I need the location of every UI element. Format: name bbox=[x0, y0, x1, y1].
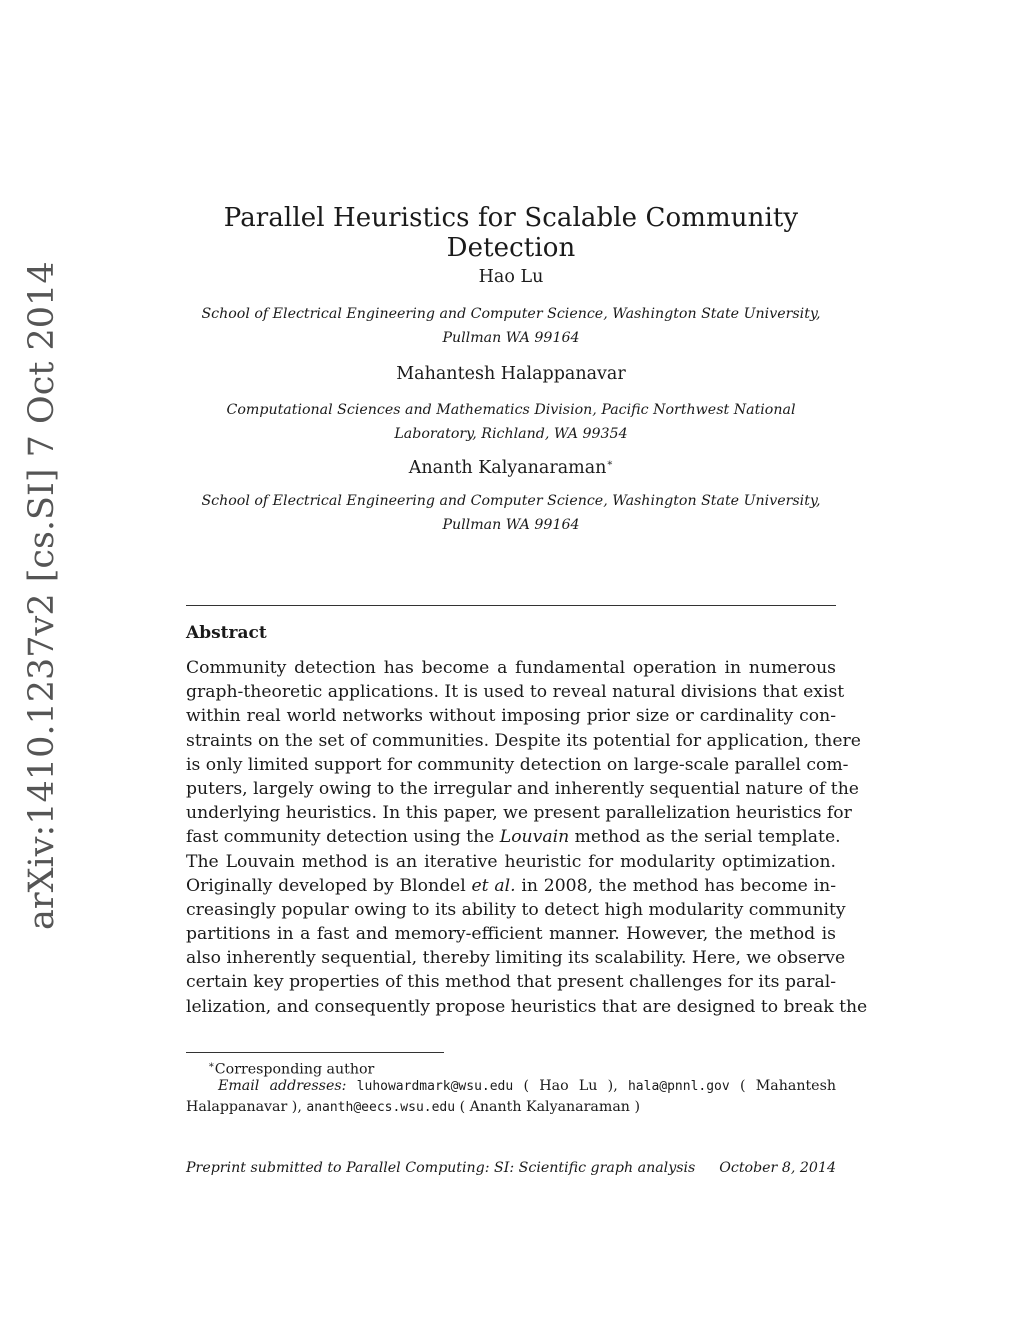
abstract-line: puters, largely owing to the irregular and inherently sequential nature of the bbox=[186, 778, 859, 799]
author-affiliation bbox=[186, 302, 836, 350]
author-name-text: Hao Lu bbox=[478, 267, 544, 287]
affiliation-line: School of Electrical Engineering and Computer Science, Washington State University, bbox=[201, 306, 821, 322]
footnote-email-line bbox=[186, 1076, 836, 1097]
author-name bbox=[186, 458, 836, 478]
abstract-italic-term: Louvain bbox=[499, 827, 570, 848]
affiliation-line: Computational Sciences and Mathematics Division, Pacific Northwest National bbox=[226, 402, 796, 418]
author-affiliation bbox=[186, 398, 836, 446]
abstract-line bbox=[186, 874, 836, 898]
author-marker: ∗ bbox=[606, 458, 614, 470]
abstract-line-text: method as the serial template. bbox=[569, 827, 841, 848]
abstract-line-text: in 2008, the method has become in- bbox=[515, 875, 837, 896]
footnote-email-line bbox=[186, 1097, 836, 1118]
preprint-venue: Preprint submitted to Parallel Computing: SI: Scientific graph analysis bbox=[186, 1160, 696, 1176]
email-owner: ( Ananth Kalyanaraman ) bbox=[455, 1099, 640, 1115]
footnote-emails bbox=[186, 1076, 836, 1118]
abstract-line bbox=[186, 825, 841, 849]
abstract-line: certain key properties of this method that present challenges for its paral- bbox=[186, 972, 836, 993]
affiliation-line: Pullman WA 99164 bbox=[442, 517, 580, 533]
footnote-text: Corresponding author bbox=[214, 1061, 375, 1078]
abstract-line: lelization, and consequently propose heuristics that are designed to break the bbox=[186, 996, 868, 1017]
arxiv-sidebar-stamp: arXiv:1410.1237v2 [cs.SI] 7 Oct 2014 bbox=[22, 261, 62, 930]
author-affiliation bbox=[186, 489, 836, 537]
affiliation-line: Pullman WA 99164 bbox=[442, 330, 580, 346]
abstract-top-rule bbox=[186, 605, 836, 606]
affiliation-line: Laboratory, Richland, WA 99354 bbox=[394, 426, 628, 442]
affiliation-line: School of Electrical Engineering and Computer Science, Washington State University, bbox=[201, 493, 821, 509]
abstract-line: The Louvain method is an iterative heuristic for modularity optimization. bbox=[186, 851, 836, 872]
email-link[interactable]: luhowardmark@wsu.edu bbox=[356, 1079, 514, 1094]
author-name bbox=[186, 364, 836, 384]
abstract-line: underlying heuristics. In this paper, we present parallelization heuristics for bbox=[186, 803, 852, 824]
email-owner: ( Mahantesh bbox=[729, 1078, 836, 1094]
abstract-heading: Abstract bbox=[186, 623, 267, 643]
abstract-line: graph-theoretic applications. It is used to reveal natural divisions that exist bbox=[186, 682, 845, 703]
abstract-line: is only limited support for community detection on large-scale parallel com- bbox=[186, 754, 849, 775]
email-owner: Halappanavar ), bbox=[186, 1099, 307, 1115]
footnote-marker: ∗ bbox=[208, 1060, 215, 1071]
preprint-date: October 8, 2014 bbox=[719, 1160, 836, 1176]
abstract-line: also inherently sequential, thereby limiting its scalability. Here, we observe bbox=[186, 948, 846, 969]
abstract-line: Community detection has become a fundamental operation in numerous bbox=[186, 658, 836, 678]
abstract-line: straints on the set of communities. Despite its potential for application, there bbox=[186, 730, 861, 751]
author-name-text: Mahantesh Halappanavar bbox=[396, 364, 626, 384]
email-link[interactable]: ananth@eecs.wsu.edu bbox=[306, 1100, 456, 1115]
paper-title: Parallel Heuristics for Scalable Community Detection bbox=[223, 203, 799, 263]
author-name bbox=[186, 267, 836, 287]
abstract-line-text: Originally developed by Blondel bbox=[186, 875, 472, 896]
email-owner: ( Hao Lu ), bbox=[513, 1078, 628, 1094]
preprint-footer bbox=[186, 1160, 836, 1176]
abstract-line: creasingly popular owing to its ability to detect high modularity community bbox=[186, 899, 846, 920]
email-link[interactable]: hala@pnnl.gov bbox=[627, 1079, 730, 1094]
author-name-text: Ananth Kalyanaraman bbox=[408, 458, 607, 478]
abstract-italic-term: et al. bbox=[471, 875, 516, 896]
footnote-rule bbox=[186, 1052, 444, 1053]
email-label: Email addresses: bbox=[218, 1078, 347, 1094]
abstract-line: within real world networks without imposing prior size or cardinality con- bbox=[186, 706, 836, 727]
abstract-body bbox=[186, 656, 868, 1019]
abstract-line: partitions in a fast and memory-efficient manner. However, the method is bbox=[186, 924, 836, 945]
abstract-line-text: fast community detection using the bbox=[186, 827, 500, 848]
